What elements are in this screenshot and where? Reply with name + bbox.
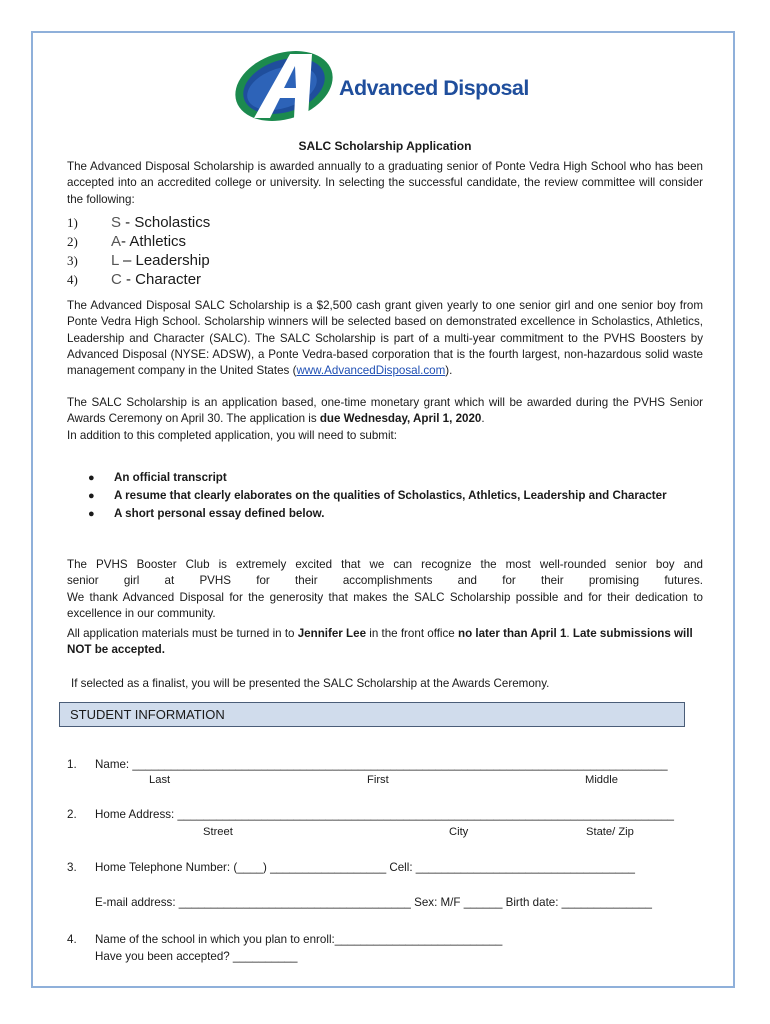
requirements-list	[88, 469, 667, 523]
name-field[interactable]: 1. Name: ___________________________________________________________________________________	[67, 758, 668, 771]
school-enroll-field[interactable]: 4. Name of the school in which you plan to enroll:__________________________ Have you been accepted? __________	[67, 933, 503, 963]
due-date: due Wednesday, April 1, 2020	[319, 412, 482, 426]
logo-swoosh-icon	[232, 48, 344, 124]
city-caption: City	[449, 826, 469, 838]
finalist-paragraph: If selected as a finalist, you will be presented the SALC Scholarship at the Awards Ceremony.	[71, 677, 550, 690]
student-information-header: STUDENT INFORMATION	[59, 702, 685, 727]
page-title: SALC Scholarship Application	[298, 139, 472, 153]
submission-paragraph: All application materials must be turned in to Jennifer Lee in the front office no later than April 1. Late submissions will NOT be accepted.	[67, 627, 693, 657]
telephone-field[interactable]: 3. Home Telephone Number: (____) __________________ Cell: __________________________________	[67, 861, 636, 874]
middle-name-caption: Middle	[585, 774, 618, 786]
list-item: ● An official transcript	[88, 469, 667, 487]
state-zip-caption: State/ Zip	[586, 826, 634, 838]
email-field[interactable]: E-mail address: ____________________________________ Sex: M/F ______ Birth date: ______________	[95, 896, 652, 909]
list-item: ● A short personal essay defined below.	[88, 505, 667, 523]
application-paragraph: The SALC Scholarship is an application based, one-time monetary grant which will be awarded during the PVHS Senior Awards Ceremony on April 30. The application is due Wednesday, April 1, 2020. In addition to this completed application, you will need to submit:	[67, 396, 703, 442]
list-item: 4) C - Character	[67, 271, 202, 288]
list-item: 2) A- Athletics	[67, 233, 187, 250]
last-name-caption: Last	[149, 774, 171, 786]
home-address-field[interactable]: 2. Home Address: _____________________________________________________________________________	[67, 808, 674, 821]
bullet-icon: ●	[88, 472, 95, 484]
street-caption: Street	[203, 826, 233, 838]
grant-paragraph: The Advanced Disposal SALC Scholarship is a $2,500 cash grant given yearly to one senior girl and one senior boy from Ponte Vedra High School. Scholarship winners will be selected based on demonstrated excellence in Scholastics, Athletics, Leadership and Character (SALC). The SALC Scholarship is part of a multi-year commitment to the PVHS Boosters by Advanced Disposal (NYSE: ADSW), a Ponte Vedra-based corporation that is the fourth largest, non-hazardous solid waste management company in the United States (www.AdvancedDisposal.com).	[67, 299, 703, 378]
bullet-icon: ●	[88, 508, 95, 520]
first-name-caption: First	[367, 774, 389, 786]
list-item: ● A resume that clearly elaborates on the qualities of Scholastics, Athletics, Leadership and Character	[88, 487, 667, 505]
criteria-list	[67, 213, 210, 289]
list-item: 3) L – Leadership	[67, 252, 210, 269]
logo-wordmark: Advanced Disposal	[339, 76, 529, 100]
bullet-icon: ●	[88, 490, 95, 502]
intro-paragraph: The Advanced Disposal Scholarship is awarded annually to a graduating senior of Ponte Vedra High School who has been accepted into an accredited college or university. In selecting the successful candidate, the review committee will consider the following:	[67, 160, 703, 206]
list-item: 1) S - Scholastics	[67, 214, 211, 231]
website-link[interactable]: www.AdvancedDisposal.com	[296, 364, 446, 378]
advanced-disposal-logo	[232, 48, 542, 124]
booster-paragraph: The PVHS Booster Club is extremely excited that we can recognize the most well-rounded senior boy and senior girl at PVHS for their accomplishments and for their promising futures. We thank Advanced Disposal for the generosity that makes the SALC Scholarship possible and for their dedication to excellence in our community.	[67, 558, 703, 620]
